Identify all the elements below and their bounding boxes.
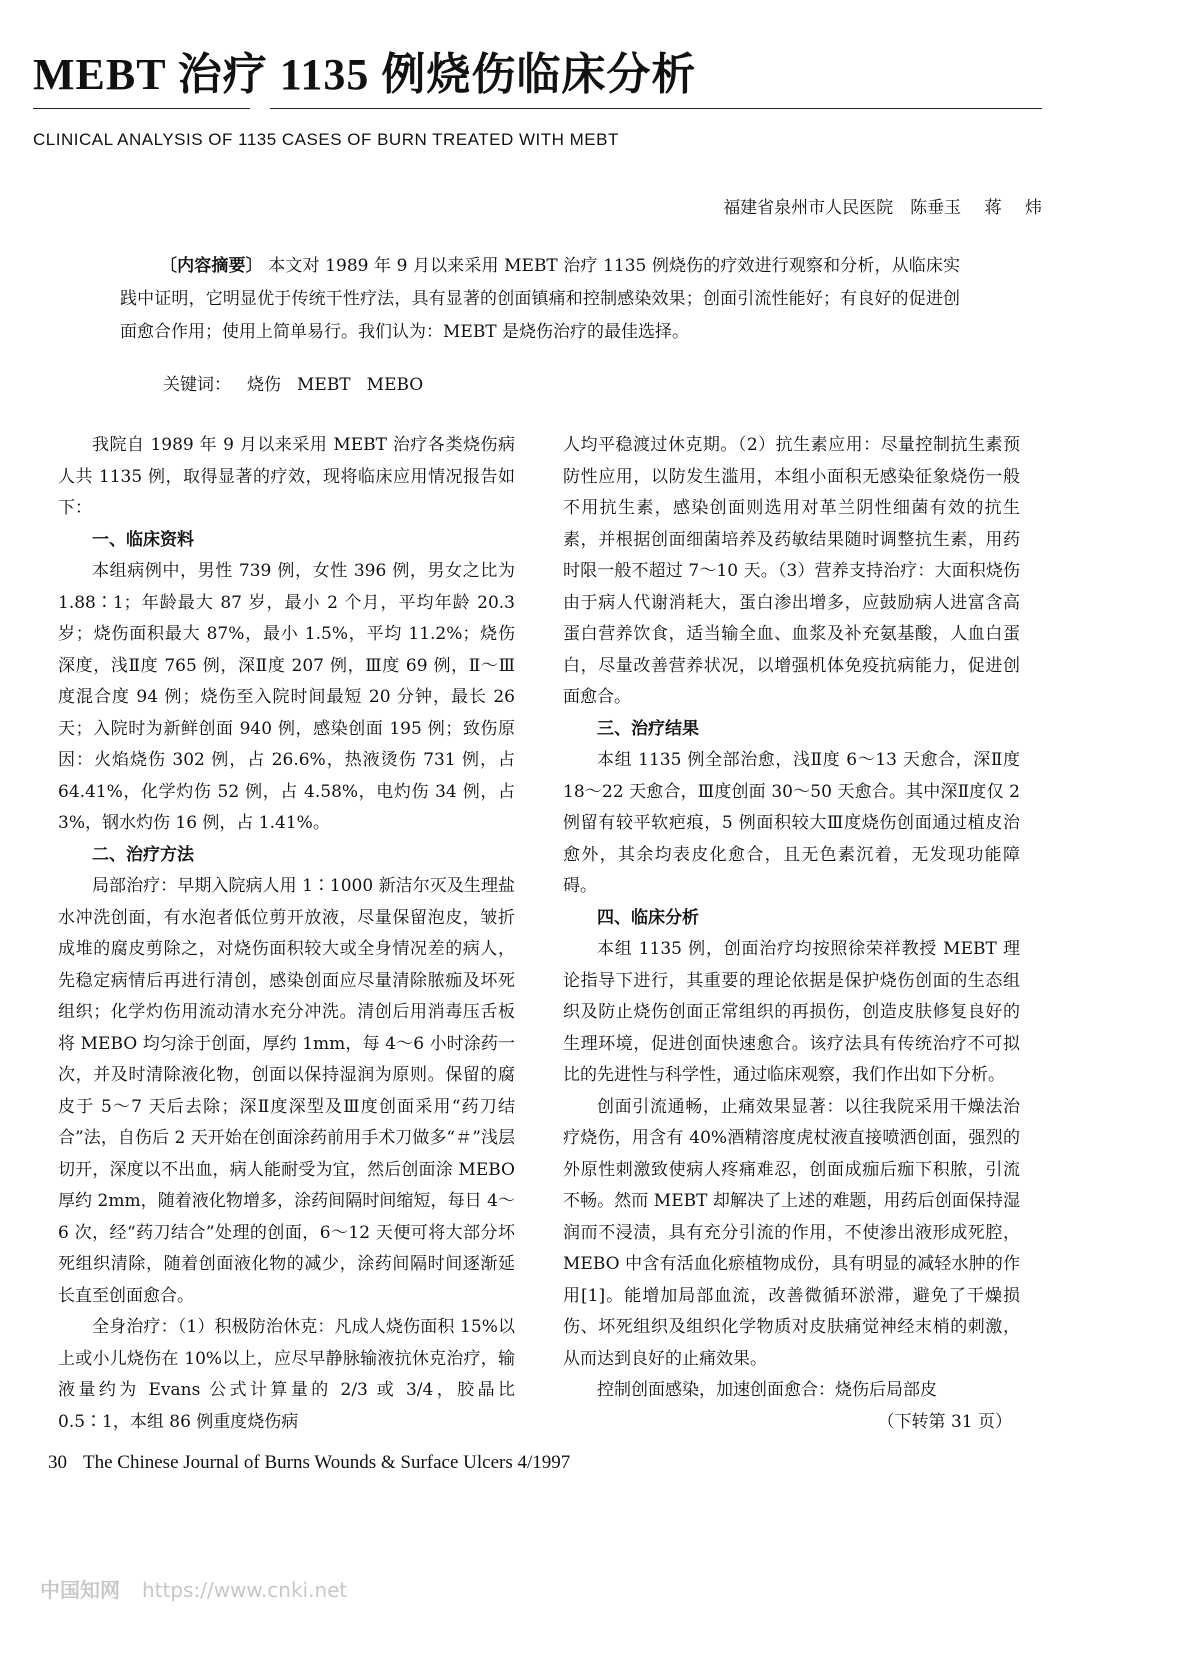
body-paragraph: 本组 1135 例，创面治疗均按照徐荣祥教授 MEBT 理论指导下进行，其重要的理论依据是保护烧伤创面的生态组织及防止烧伤创面正常组织的再损伤，创造皮肤修复良好的生理环境，促进创面快速愈合。该疗法具有传统治疗不可拟比的先进性与科学性，通过临床观察，我们作出如下分析。 xyxy=(563,939,1020,1085)
abstract xyxy=(120,250,960,349)
keyword-item: 烧伤 xyxy=(247,375,281,395)
body-paragraph: 人均平稳渡过休克期。（2）抗生素应用：尽量控制抗生素预防性应用，以防发生滥用，本组小面积无感染征象烧伤一般不用抗生素，感染创面则选用对革兰阴性细菌有效的抗生素，并根据创面细菌培养及药敏结果随时调整抗生素，用药时限一般不超过 7～10 天。（3）营养支持治疗：大面积烧伤由于病人代谢消耗大，蛋白渗出增多，应鼓励病人进富含高蛋白营养饮食，适当输全血、血浆及补充氨基酸，人血白蛋白，尽量改善营养状况，以增强机体免疫抗病能力，促进创面愈合。 xyxy=(563,435,1020,707)
body-paragraph: 创面引流通畅，止痛效果显著：以往我院采用干燥法治疗烧伤，用含有 40%酒精溶度虎杖液直接喷洒创面，强烈的外原性刺激致使病人疼痛难忍，创面成痂后痂下积脓，引流不畅。然而 MEBT 却解决了上述的难题，用药后创面保持湿润而不浸渍，具有充分引流的作用，不使渗出液形成死腔，MEBO 中含有活血化瘀植物成份，具有明显的减轻水肿的作用[1]。能增加局部血流，改善微循环淤滞，避免了干燥损伤、坏死组织及组织化学物质对皮肤痛觉神经末梢的刺激，从而达到良好的止痛效果。 xyxy=(563,1096,1020,1369)
section-heading: 四、临床分析 xyxy=(597,907,699,928)
section-heading: 一、临床资料 xyxy=(92,529,194,550)
right-column xyxy=(563,430,1020,1438)
english-title: CLINICAL ANALYSIS OF 1135 CASES OF BURN TREATED WITH MEBT xyxy=(33,130,619,149)
body-paragraph: 本组病例中，男性 739 例，女性 396 例，男女之比为 1.88∶1；年龄最大 87 岁，最小 2 个月，平均年龄 20.3 岁；烧伤面积最大 87%，最小 1.5%，平均 11.2%；烧伤深度，浅Ⅱ度 765 例，深Ⅱ度 207 例，Ⅲ度 69 例，Ⅱ～Ⅲ度混合度 94 例；烧伤至入院时间最短 20 分钟，最长 26 天；入院时为新鲜创面 940 例，感染创面 195 例；致伤原因：火焰烧伤 302 例，占 26.6%，热液烫伤 731 例，占 64.41%，化学灼伤 52 例，占 4.58%，电灼伤 34 例，占 3%，钢水灼伤 16 例，占 1.41%。 xyxy=(58,561,515,833)
body-paragraph: 本组 1135 例全部治愈，浅Ⅱ度 6～13 天愈合，深Ⅱ度 18～22 天愈合，Ⅲ度创面 30～50 天愈合。其中深Ⅱ度仅 2 例留有较平软疤痕，5 例面积较大Ⅲ度烧伤创面通过植皮治愈外，其余均表皮化愈合，且无色素沉着，无发现功能障碍。 xyxy=(563,750,1020,896)
section-heading: 三、治疗结果 xyxy=(597,718,699,739)
intro-paragraph: 我院自 1989 年 9 月以来采用 MEBT 治疗各类烧伤病人共 1135 例，取得显著的疗效，现将临床应用情况报告如下： xyxy=(58,435,515,518)
keyword-item: MEBT xyxy=(297,375,351,395)
body-paragraph: 局部治疗：早期入院病人用 1∶1000 新洁尔灭及生理盐水冲洗创面，有水泡者低位剪开放液，尽量保留泡皮，皱折成堆的腐皮剪除之，对烧伤面积较大或全身情况差的病人，先稳定病情后再进行清创，感染创面应尽量清除脓痂及坏死组织；化学灼伤用流动清水充分冲洗。清创后用消毒压舌板将 MEBO 均匀涂于创面，厚约 1mm，每 4～6 小时涂药一次，并及时清除液化物，创面以保持湿润为原则。保留的腐皮于 5～7 天后去除；深Ⅱ度深型及Ⅲ度创面采用“药刀结合”法，自伤后 2 天开始在创面涂药前用手术刀做多“＃”浅层切开，深度以不出血，病人能耐受为宜，然后创面涂 MEBO 厚约 2mm，随着液化物增多，涂药间隔时间缩短，每日 4～6 次，经“药刀结合”处理的创面，6～12 天便可将大部分坏死组织清除，随着创面液化物的减少，涂药间隔时间逐渐延长直至创面愈合。 xyxy=(58,876,515,1306)
page-footer xyxy=(48,1452,570,1474)
title-rule-left xyxy=(33,108,250,109)
journal-name: The Chinese Journal of Burns Wounds & Surface Ulcers 4/1997 xyxy=(83,1452,571,1473)
abstract-text: 本文对 1989 年 9 月以来采用 MEBT 治疗 1135 例烧伤的疗效进行观察和分析，从临床实践中证明，它明显优于传统干性疗法，具有显著的创面镇痛和控制感染效果；创面引流性能好；有良好的促进创面愈合作用；使用上简单易行。我们认为：MEBT 是烧伤治疗的最佳选择。 xyxy=(120,256,960,342)
section-heading: 二、治疗方法 xyxy=(92,844,194,865)
body-paragraph: 控制创面感染，加速创面愈合：烧伤后局部皮 xyxy=(597,1380,937,1400)
article-title: MEBT 治疗 1135 例烧伤临床分析 xyxy=(33,50,697,99)
body-paragraph: 全身治疗：（1）积极防治休克：凡成人烧伤面积 15%以上或小儿烧伤在 10%以上，应尽早静脉输液抗休克治疗，输液量约为 Evans 公式计算量的 2/3 或 3/4，胶晶比 0.5∶1，本组 86 例重度烧伤病 xyxy=(58,1317,515,1432)
keywords-label: 关键词： xyxy=(163,375,231,395)
cnki-watermark xyxy=(40,1574,347,1603)
abstract-label: 〔内容摘要〕 xyxy=(160,256,263,276)
author-affiliation: 福建省泉州市人民医院 陈垂玉 蒋 炜 xyxy=(723,198,1042,218)
watermark-brand: 中国知网 xyxy=(40,1578,120,1602)
watermark-url: https://www.cnki.net xyxy=(142,1578,348,1602)
continued-note: （下转第 31 页） xyxy=(877,1411,1012,1432)
keyword-item: MEBO xyxy=(366,375,424,395)
title-rule-right xyxy=(270,108,1042,109)
keywords xyxy=(163,370,423,395)
left-column xyxy=(58,430,515,1438)
page-number: 30 xyxy=(48,1452,67,1473)
